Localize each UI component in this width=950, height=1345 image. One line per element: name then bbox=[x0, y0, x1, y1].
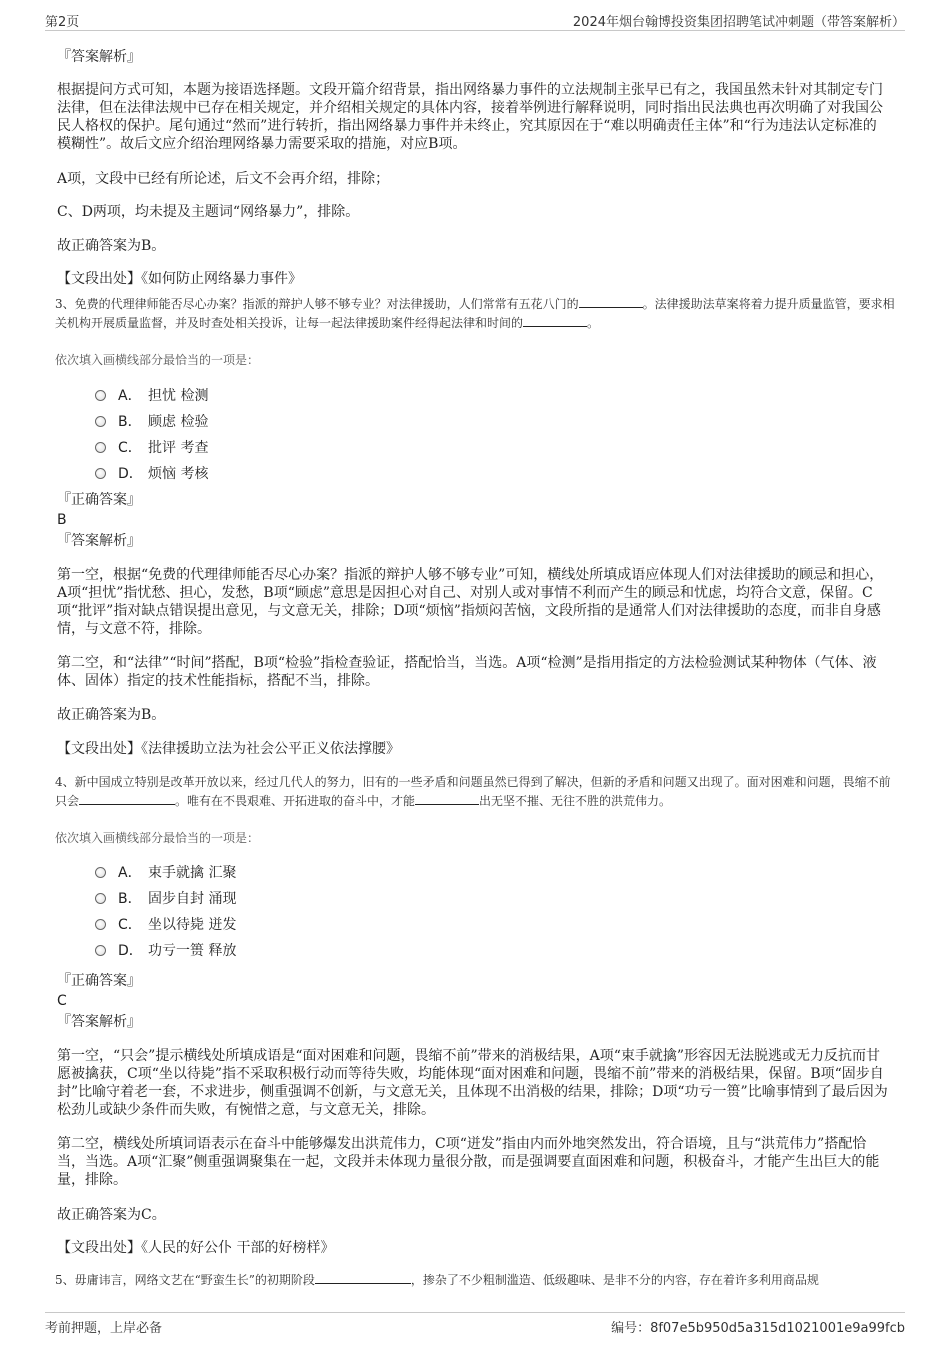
q3-correct-label: 『正确答案』 bbox=[57, 492, 141, 508]
q2-source: 【文段出处】《如何防止网络暴力事件》 bbox=[57, 271, 302, 287]
q4-option-b[interactable]: B． 固步自封 涌现 bbox=[95, 885, 236, 911]
q3-analysis-label: 『答案解析』 bbox=[57, 533, 141, 549]
q2-analysis-label: 『答案解析』 bbox=[57, 49, 141, 65]
q3-option-c[interactable]: C． 批评 考查 bbox=[95, 434, 208, 460]
blank-2 bbox=[523, 314, 587, 327]
page-header bbox=[45, 8, 905, 31]
footer-id: 编号：8f07e5b950d5a315d1021001e9a99fcb bbox=[611, 1321, 905, 1336]
q4-analysis-label: 『答案解析』 bbox=[57, 1014, 141, 1030]
q4-correct-label: 『正确答案』 bbox=[57, 973, 141, 989]
radio-icon[interactable] bbox=[95, 919, 106, 930]
q2-analysis-paragraph-1: 根据提问方式可知，本题为接语选择题。文段开篇介绍背景，指出网络暴力事件的立法规制主张早已有之，我国虽然未针对其制定专门法律，但在法律法规中已存在相关规定，并介绍相关规定的具体内容，接着举例进行解释说明，同时指出民法典也再次明确了对我国公民人格权的保护。尾句通过“然而”进行转折，指出网络暴力事件并未终止，究其原因在于“难以明确责任主体”和“行为违法认定标准的模糊性”。故后文应介绍治理网络暴力需要采取的措施，对应B项。 bbox=[57, 82, 883, 152]
q3-stem: 3、免费的代理律师能否尽心办案？指派的辩护人够不够专业？对法律援助，人们常常有五花八门的 。法律援助法草案将着力提升质量监管，要求相关机构开展质量监督，并及时查处相关投诉，让每一起法律援助案件经得起法律和时间的 。 bbox=[55, 297, 895, 330]
q4-options bbox=[95, 859, 236, 963]
q4-analysis-paragraph-1: 第一空，“只会”提示横线处所填成语是“面对困难和问题，畏缩不前”带来的消极结果，A项“束手就擒”形容因无法脱逃或无力反抗而甘愿被擒获，C项“坐以待毙”指不采取积极行动而等待失败，均能体现“面对困难和问题，畏缩不前”带来的消极结果，保留。B项“固步自封”比喻守着老一套，不求进步，侧重强调不创新，与文意无关，且体现不出消极的结果，排除；D项“功亏一篑”比喻事情到了最后因为松劲儿或缺少条件而失败，有惋惜之意，与文意无关，排除。 bbox=[57, 1048, 888, 1118]
q2-conclusion: 故正确答案为B。 bbox=[57, 238, 166, 254]
q3-conclusion: 故正确答案为B。 bbox=[57, 707, 166, 723]
radio-icon[interactable] bbox=[95, 390, 106, 401]
footer-slogan: 考前押题，上岸必备 bbox=[45, 1321, 163, 1336]
q5-stem: 5、毋庸讳言，网络文艺在“野蛮生长”的初期阶段 ，掺杂了不少粗制滥造、低级趣味、是非不分的内容，存在着许多利用商品规 bbox=[55, 1273, 819, 1287]
q4-conclusion: 故正确答案为C。 bbox=[57, 1207, 166, 1223]
blank-1 bbox=[79, 792, 175, 805]
radio-icon[interactable] bbox=[95, 867, 106, 878]
q3-options bbox=[95, 382, 208, 486]
blank-1 bbox=[579, 295, 643, 308]
q4-option-a[interactable]: A． 束手就擒 汇聚 bbox=[95, 859, 236, 885]
document-title: 2024年烟台翰博投资集团招聘笔试冲刺题（带答案解析） bbox=[572, 15, 905, 30]
blank-1 bbox=[315, 1271, 411, 1284]
blank-2 bbox=[415, 792, 479, 805]
q4-analysis-paragraph-2: 第二空，横线处所填词语表示在奋斗中能够爆发出洪荒伟力，C项“迸发”指由内而外地突然发出，符合语境，且与“洪荒伟力”搭配恰当，当选。A项“汇聚”侧重强调聚集在一起，文段并未体现力量很分散，而是强调要直面困难和问题，积极奋斗，才能产生出巨大的能量，排除。 bbox=[57, 1136, 880, 1188]
page-number: 第2页 bbox=[45, 15, 80, 30]
q3-correct-answer: B bbox=[57, 512, 67, 528]
q4-option-c[interactable]: C． 坐以待毙 迸发 bbox=[95, 911, 236, 937]
q4-correct-answer: C bbox=[57, 993, 67, 1009]
radio-icon[interactable] bbox=[95, 468, 106, 479]
q3-analysis-paragraph-2: 第二空，和“法律”“时间”搭配，B项“检验”指检查验证，搭配恰当，当选。A项“检测”是指用指定的方法检验测试某种物体（气体、液体、固体）指定的技术性能指标，搭配不当，排除。 bbox=[57, 655, 877, 689]
radio-icon[interactable] bbox=[95, 416, 106, 427]
q3-source: 【文段出处】《法律援助立法为社会公平正义依法撑腰》 bbox=[57, 741, 400, 757]
q4-stem: 4、新中国成立特别是改革开放以来，经过几代人的努力，旧有的一些矛盾和问题虽然已得到了解决，但新的矛盾和问题又出现了。面对困难和问题，畏缩不前只会 。唯有在不畏艰难、开拓进取的奋斗中，才能 出无坚不摧、无往不胜的洪荒伟力。 bbox=[55, 775, 891, 808]
q3-option-d[interactable]: D． 烦恼 考核 bbox=[95, 460, 208, 486]
q2-analysis-paragraph-2: A项，文段中已经有所论述，后文不会再介绍，排除； bbox=[57, 171, 390, 187]
q4-hint: 依次填入画横线部分最恰当的一项是： bbox=[55, 831, 260, 845]
q3-option-a[interactable]: A． 担忧 检测 bbox=[95, 382, 208, 408]
q3-analysis-paragraph-1: 第一空，根据“免费的代理律师能否尽心办案？指派的辩护人够不够专业”可知，横线处所填成语应体现人们对法律援助的顾忌和担心，A项“担忧”指忧愁、担心，发愁，B项“顾虑”意思是因担心对自己、对别人或对事情不利而产生的顾忌和忧虑，均符合文意，保留。C项“批评”指对缺点错误提出意见，与文意无关，排除；D项“烦恼”指烦闷苦恼，文段所指的是通常人们对法律援助的态度，而非自身感情，与文意不符，排除。 bbox=[57, 567, 884, 637]
radio-icon[interactable] bbox=[95, 893, 106, 904]
q2-analysis-paragraph-3: C、D两项，均未提及主题词“网络暴力”，排除。 bbox=[57, 204, 360, 220]
radio-icon[interactable] bbox=[95, 442, 106, 453]
q4-source: 【文段出处】《人民的好公仆 干部的好榜样》 bbox=[57, 1240, 335, 1256]
page-footer bbox=[45, 1312, 905, 1339]
radio-icon[interactable] bbox=[95, 945, 106, 956]
q3-hint: 依次填入画横线部分最恰当的一项是： bbox=[55, 353, 260, 367]
q4-option-d[interactable]: D． 功亏一篑 释放 bbox=[95, 937, 236, 963]
q3-option-b[interactable]: B． 顾虑 检验 bbox=[95, 408, 208, 434]
